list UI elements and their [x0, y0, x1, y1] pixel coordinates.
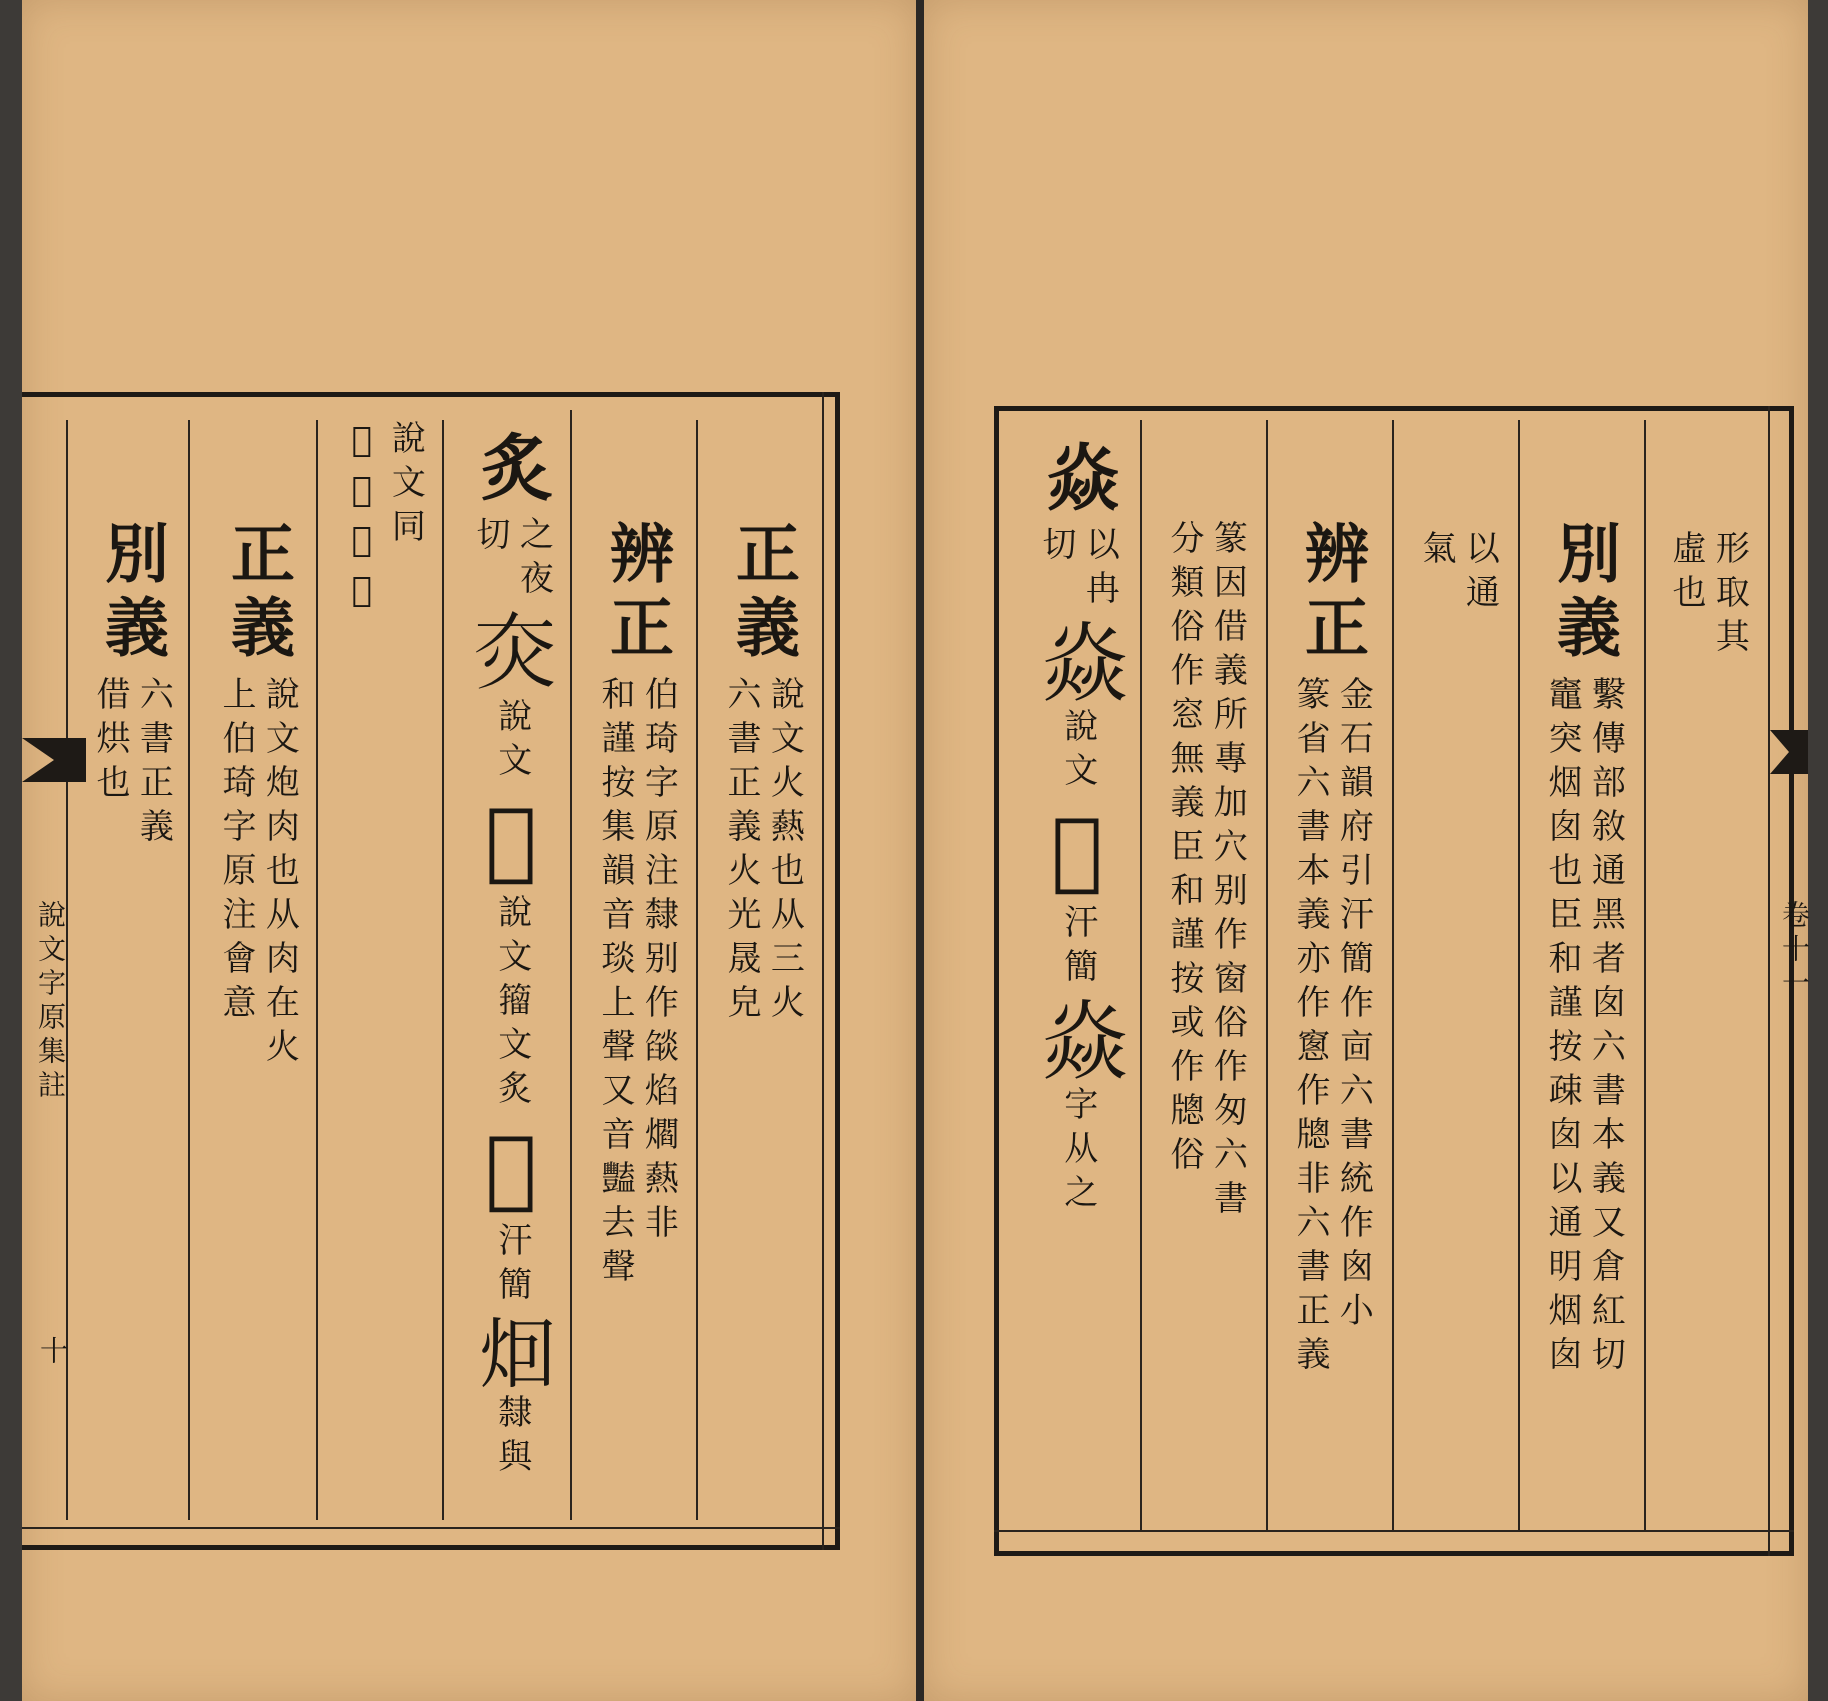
left-column-1 [712, 520, 812, 1028]
seal-note: 字从之 [1057, 1086, 1098, 1218]
seal-glyph: 焱 [1027, 996, 1127, 1082]
seal-glyph: 𤉛 [461, 790, 561, 890]
left-page [22, 0, 916, 1701]
seal-glyph: 𤇅 [461, 1118, 561, 1218]
left-column-5 [202, 520, 312, 1072]
entry-text: 和謹按集韻音琰上聲又音豔去聲 [595, 676, 635, 1292]
entry-text: 六書正義 [133, 676, 174, 852]
column-rule [316, 420, 318, 1520]
entry-heading: 正義 [725, 520, 800, 668]
entry-text: 說文同 [385, 420, 426, 552]
left-column-3 [456, 430, 566, 1482]
seal-note: 說文 [1057, 708, 1098, 796]
entry-text: 以冉 [1079, 526, 1120, 614]
column-rule [188, 420, 190, 1520]
entry-heading: 別義 [94, 520, 169, 668]
seal-note: 隸與 [491, 1394, 532, 1482]
entry-text: 繫傳部敘通黑者囱六書本義又倉紅切 [1585, 676, 1626, 1380]
seal-glyph: 𤆍 [461, 608, 561, 694]
entry-text: 切 [1036, 526, 1076, 570]
entry-text: 說文火爇也从三火 [764, 676, 805, 1028]
entry-text: 切 [470, 516, 510, 560]
bottom-rule [22, 1527, 840, 1529]
margin-title: 說文字原集註 [34, 900, 67, 1104]
column-rule [822, 392, 824, 1550]
seal-glyph: 𤈚 [1027, 800, 1127, 900]
seal-note: 說文籀文炙 [491, 894, 532, 1114]
seal-note: 說文 [491, 698, 532, 786]
seal-note: 汗簡 [1057, 904, 1098, 992]
left-column-6 [78, 520, 184, 852]
entry-text: 六書正義火光晟皃 [721, 676, 761, 1028]
entry-text: 說文炮肉也从肉在火 [259, 676, 300, 1072]
right-column-3 [1402, 530, 1512, 618]
seal-glyph: 焱 [1027, 618, 1127, 704]
entry-text: 借烘也 [90, 676, 130, 808]
column-rule [1266, 420, 1268, 1530]
entry-text: 篆因借義所專加穴别作窗俗作匆六書 [1207, 520, 1248, 1224]
entry-heading: 別義 [1546, 520, 1621, 668]
entry-text: 分類俗作窓無義臣和謹按或作牕俗 [1164, 520, 1204, 1180]
margin-title: 卷十一 [1778, 900, 1811, 1002]
column-rule [1518, 420, 1520, 1530]
entry-text: 上伯琦字原注會意 [216, 676, 256, 1028]
entry-text: 伯琦字原注隸别作燄焰爓爇非 [638, 676, 679, 1248]
entry-text: 以通 [1459, 530, 1500, 618]
entry-heading: 辨正 [1294, 520, 1369, 668]
column-rule [442, 420, 444, 1520]
column-rule [696, 420, 698, 1520]
bottom-rule [994, 1530, 1794, 1532]
left-column-4 [328, 420, 438, 620]
right-page [924, 0, 1811, 1701]
entry-heading: 正義 [220, 520, 295, 668]
entry-heading: 炙 [469, 430, 554, 512]
right-column-5 [1150, 520, 1260, 1224]
entry-text: 之夜 [513, 516, 554, 604]
column-rule [1768, 406, 1770, 1556]
entry-heading: 辨正 [599, 520, 674, 668]
margin-page-number: 十 [36, 1336, 69, 1370]
entry-heading: 焱 [1035, 440, 1120, 522]
entry-text: 形取其 [1709, 530, 1750, 662]
right-column-4 [1276, 520, 1386, 1380]
entry-text: 篆省六書本義亦作窻作牕非六書正義 [1290, 676, 1330, 1380]
column-rule [1644, 420, 1646, 1530]
entry-text: 氣 [1416, 530, 1456, 574]
right-column-1 [1652, 530, 1762, 662]
right-column-6 [1020, 440, 1134, 1218]
left-column-2 [586, 520, 686, 1292]
column-rule [1140, 420, 1142, 1530]
entry-text: 𤐤字从之 [342, 420, 382, 620]
column-rule [570, 410, 572, 1520]
entry-text: 竈突烟囱也臣和謹按疎囱以通明烟囱 [1542, 676, 1582, 1380]
seal-glyph: 𤇆 [467, 1314, 556, 1390]
column-rule [1392, 420, 1394, 1530]
entry-text: 虛也 [1666, 530, 1706, 618]
entry-text: 金石韻府引汗簡作㐭六書統作囪小 [1333, 676, 1374, 1336]
seal-note: 汗簡 [491, 1222, 532, 1310]
right-column-2 [1528, 520, 1638, 1380]
